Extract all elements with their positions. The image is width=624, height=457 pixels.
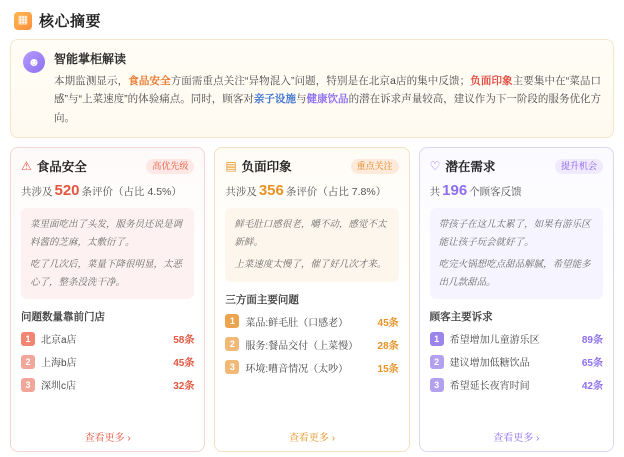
- stat-prefix: 共: [429, 186, 441, 199]
- list-item-label: 菜品:鲜毛肚（口感老）: [245, 317, 349, 329]
- card-stat: [430, 182, 603, 199]
- ai-summary-title: 智能掌柜解读: [54, 52, 127, 66]
- quote-item: 上菜速度太慢了，催了好几次才来。: [234, 259, 387, 271]
- summary-seg-5: 的潜在诉求声量较高，建议作为下一阶段的服务优化方向。: [54, 93, 602, 124]
- grid-icon: ▦: [14, 12, 32, 30]
- card-subheading: 三方面主要问题: [225, 293, 299, 306]
- rank-badge: 3: [21, 378, 35, 392]
- view-more-label[interactable]: 查看更多 ›: [493, 433, 540, 445]
- view-more-label[interactable]: 查看更多 ›: [84, 433, 131, 445]
- stat-suffix: 条评价（占比 4.5%）: [81, 186, 182, 199]
- card-subheading: 问题数量靠前门店: [21, 311, 105, 324]
- rank-badge: 1: [430, 332, 444, 346]
- list-item-value: 89条: [581, 335, 603, 347]
- card-subheading: 顾客主要诉求: [429, 311, 493, 324]
- status-badge: 提升机会: [555, 159, 603, 174]
- list-item-label: 建议增加低糖饮品: [449, 358, 530, 370]
- ai-summary-body: [54, 50, 601, 127]
- list-item-value: 28条: [377, 340, 399, 352]
- list-item-value: 45条: [173, 358, 195, 370]
- summary-highlight-drinks: 健康饮品: [306, 93, 349, 106]
- card-title: 食品安全: [36, 160, 87, 175]
- summary-seg-1: 本期监测显示，: [54, 75, 129, 87]
- quote-block: [225, 208, 398, 282]
- list-item[interactable]: [21, 377, 194, 392]
- view-more-label[interactable]: 查看更多 ›: [288, 433, 336, 445]
- list-item[interactable]: [21, 354, 194, 369]
- view-more-link[interactable]: [420, 429, 613, 444]
- rank-badge: 2: [430, 355, 444, 369]
- quote-block: [430, 208, 603, 299]
- list-item[interactable]: [430, 331, 603, 346]
- stat-number: 196: [442, 182, 468, 200]
- quote-block: [21, 208, 194, 299]
- list-item-value: 45条: [377, 317, 399, 329]
- quote-item: 鲜毛肚口感很老，嚼不动，感觉不太新鲜。: [234, 219, 387, 248]
- stat-suffix: 个顾客反馈: [469, 186, 522, 199]
- quote-item: 菜里面吃出了头发，服务员还说是调料酱的芝麻，太敷衍了。: [30, 219, 183, 248]
- summary-highlight-kids: 亲子设施: [253, 93, 296, 106]
- quote-item: 带孩子在这儿太累了，如果有游乐区能让孩子玩会就好了。: [438, 219, 591, 248]
- list-item-label: 北京a店: [41, 335, 77, 347]
- status-badge: 重点关注: [351, 159, 399, 174]
- page-header: [10, 8, 614, 39]
- view-more-link[interactable]: [11, 429, 204, 444]
- rank-badge: 2: [21, 355, 35, 369]
- stat-suffix: 条评价（占比 7.8%）: [285, 186, 387, 199]
- ranked-list: [21, 331, 194, 392]
- card-stat: [225, 182, 398, 199]
- list-item-value: 32条: [173, 381, 195, 393]
- status-badge: 高优先级: [146, 159, 194, 174]
- card-title: 负面印象: [241, 160, 292, 175]
- thumbs-down-icon: ▤: [225, 159, 237, 174]
- summary-highlight-food-safety: 食品安全: [128, 75, 171, 87]
- card-title: 潜在需求: [445, 160, 496, 175]
- page-title: 核心摘要: [39, 13, 102, 30]
- list-item[interactable]: [430, 377, 603, 392]
- quote-item: 吃了几次后，菜量下降很明显，太恶心了，整条没洗干净。: [30, 259, 183, 288]
- list-item-value: 42条: [581, 381, 603, 393]
- stat-prefix: 共涉及: [21, 186, 53, 199]
- card-potential-demand: [419, 147, 614, 452]
- summary-seg-2: 方面需重点关注“异物混入”问题，特别是在北京a店的集中反馈；: [170, 75, 471, 87]
- stat-number: 520: [54, 182, 80, 200]
- stat-prefix: 共涉及: [225, 186, 257, 199]
- list-item[interactable]: [21, 331, 194, 346]
- summary-highlight-negative: 负面印象: [470, 75, 513, 87]
- rank-badge: 1: [225, 314, 239, 328]
- list-item-label: 希望增加儿童游乐区: [449, 335, 540, 347]
- list-item[interactable]: [430, 354, 603, 369]
- card-food-safety: [10, 147, 205, 452]
- list-item[interactable]: [225, 314, 398, 329]
- summary-seg-3: 主要集中在“菜品口感”与“上菜速度”的体验痛点。同时，顾客对: [54, 75, 602, 106]
- ai-summary-text: [54, 72, 601, 127]
- rank-badge: 2: [225, 337, 239, 351]
- view-more-link[interactable]: [215, 429, 408, 444]
- lightbulb-icon: ♡: [429, 159, 441, 174]
- card-stat: [21, 182, 194, 199]
- assistant-avatar-icon: ☻: [23, 51, 45, 73]
- list-item-label: 服务:餐品交付（上菜慢）: [245, 340, 359, 352]
- list-item-value: 58条: [173, 335, 195, 347]
- list-item-label: 希望延长夜宵时间: [449, 381, 530, 393]
- ranked-list: [430, 331, 603, 392]
- card-header: [225, 157, 398, 175]
- ranked-list: [225, 314, 398, 375]
- summary-seg-4: 与: [295, 93, 307, 106]
- list-item[interactable]: [225, 337, 398, 352]
- rank-badge: 1: [21, 332, 35, 346]
- insight-cards: [10, 147, 614, 452]
- list-item-value: 15条: [377, 363, 399, 375]
- stat-number: 356: [258, 182, 284, 200]
- quote-item: 吃完火锅想吃点甜品解腻，希望能多出几款甜品。: [438, 259, 591, 288]
- rank-badge: 3: [225, 360, 239, 374]
- warning-triangle-icon: ⚠: [21, 159, 32, 174]
- list-item[interactable]: [225, 360, 398, 375]
- card-negative-impression: [214, 147, 409, 452]
- ai-summary-banner: [10, 39, 614, 138]
- card-header: [21, 157, 194, 175]
- card-header: [430, 157, 603, 175]
- rank-badge: 3: [430, 378, 444, 392]
- list-item-value: 65条: [581, 358, 603, 370]
- list-item-label: 环境:嘈音情况（太吵）: [245, 363, 349, 375]
- list-item-label: 上海b店: [41, 358, 77, 370]
- list-item-label: 深圳c店: [41, 381, 76, 393]
